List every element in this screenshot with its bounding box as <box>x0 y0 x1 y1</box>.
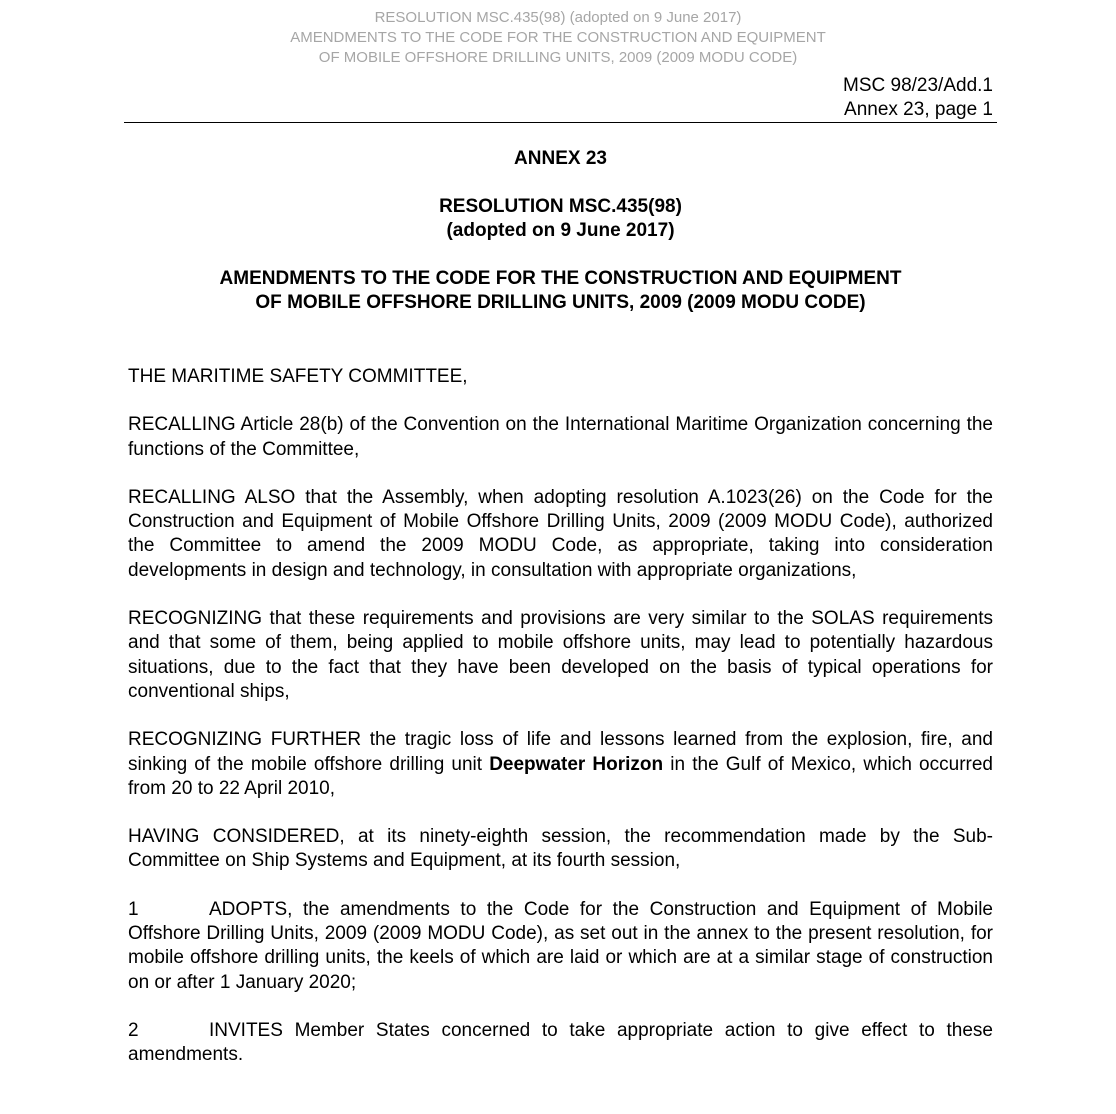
amendments-title-line-1: AMENDMENTS TO THE CODE FOR THE CONSTRUCTION AND EQUIPMENT <box>219 268 902 289</box>
recognizing-paragraph: RECOGNIZING that these requirements and provisions are very similar to the SOLAS requirements and that some of them, being applied to mobile offshore units, may lead to potentially hazardous situations, due to the fact that they have been developed on the basis of typical operations for conventional ships, <box>128 608 993 702</box>
having-considered-paragraph: HAVING CONSIDERED, at its ninety-eighth session, the recommendation made by the Sub-Committee on Ship Systems and Equipment, at its fourth session, <box>128 826 993 872</box>
running-header-line-1: RESOLUTION MSC.435(98) (adopted on 9 June 2017) <box>374 9 742 26</box>
document-symbol: MSC 98/23/Add.1 <box>843 75 993 96</box>
recognizing-further-text-end: in the Gulf of Mexico, which occurred from 20 to 22 April 2010, <box>128 753 993 799</box>
annex-title: ANNEX 23 <box>514 148 607 169</box>
operative-paragraph-1 <box>128 898 993 995</box>
operative-paragraph-2 <box>128 1019 993 1068</box>
header-divider <box>124 122 997 123</box>
running-header-line-3: OF MOBILE OFFSHORE DRILLING UNITS, 2009 (2009 MODU CODE) <box>318 49 798 66</box>
operative-paragraph-text: INVITES Member States concerned to take appropriate action to give effect to these amendments. <box>128 1019 993 1066</box>
resolution-title: RESOLUTION MSC.435(98) <box>439 196 682 217</box>
recalling-also-paragraph: RECALLING ALSO that the Assembly, when adopting resolution A.1023(26) on the Code for the Construction and Equipment of Mobile Offshore Drilling Units, 2009 (2009 MODU Code), authorized the Committee to amend the 2009 MODU Code, as appropriate, taking into consideration developments in design and technology, in consultation with appropriate organizations, <box>128 486 993 581</box>
running-header <box>0 8 1116 68</box>
amendments-heading <box>124 267 997 315</box>
page-number: Annex 23, page 1 <box>844 99 993 120</box>
recognizing-further-text-start: RECOGNIZING FURTHER the tragic loss of life and lessons learned from the explosion, fire, and sinking of the mobile offshore drilling unit <box>128 729 993 775</box>
paragraph-number: 2 <box>128 1019 139 1041</box>
operative-paragraph-text: ADOPTS, the amendments to the Code for the Construction and Equipment of Mobile Offshore Drilling Units, 2009 (2009 MODU Code), as set out in the annex to the present resolution, for mobile offshore drilling units, the keels of which are laid or which are at a similar stage of construction on or after 1 January 2020; <box>128 898 993 993</box>
paragraph-number: 1 <box>128 898 139 920</box>
resolution-body <box>128 365 993 1092</box>
recalling-paragraph: RECALLING Article 28(b) of the Convention on the International Maritime Organization concerning the functions of the Committee, <box>128 414 993 460</box>
resolution-heading <box>124 195 997 243</box>
recognizing-further-paragraph <box>128 728 993 801</box>
resolution-adopted-date: (adopted on 9 June 2017) <box>446 220 675 241</box>
committee-line: THE MARITIME SAFETY COMMITTEE, <box>128 366 468 387</box>
amendments-title-line-2: OF MOBILE OFFSHORE DRILLING UNITS, 2009 (2009 MODU CODE) <box>255 292 866 313</box>
vessel-name: Deepwater Horizon <box>489 753 664 775</box>
running-header-line-2: AMENDMENTS TO THE CODE FOR THE CONSTRUCTION AND EQUIPMENT <box>290 29 826 46</box>
document-reference <box>843 74 993 122</box>
